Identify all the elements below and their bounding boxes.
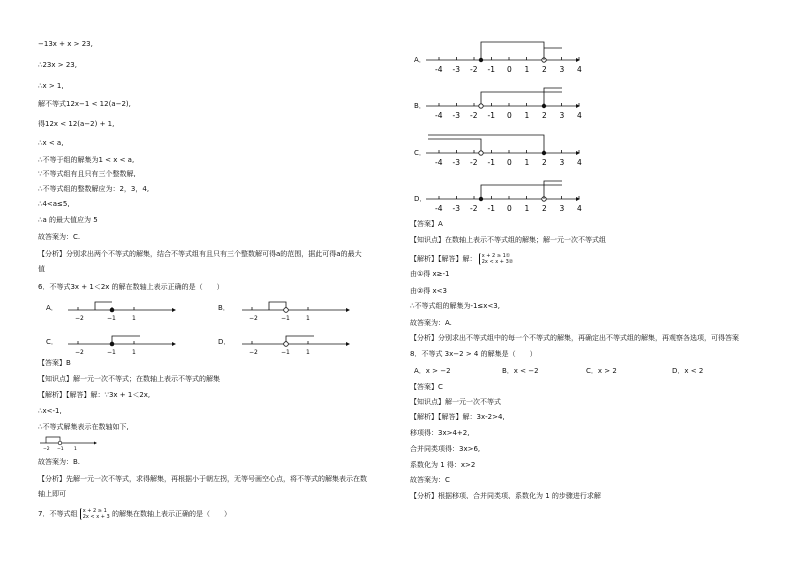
tick-label: −2: [43, 447, 50, 451]
q6-choice-a-label[interactable]: A．: [46, 304, 58, 312]
q6-choice-d-label[interactable]: D．: [218, 338, 231, 346]
tick-label: −1: [281, 315, 290, 322]
tick-label: 4: [577, 65, 582, 74]
tick-label: -4: [435, 158, 443, 167]
q7-choice-a-numberline: [424, 38, 584, 78]
q7-choice-b-label[interactable]: B．: [414, 102, 426, 110]
solution-line: 故答案为：B.: [38, 458, 81, 466]
tick-label: 1: [132, 315, 136, 322]
analysis-line: 【分析】分别求出两个不等式的解集，结合不等式组有且只有三个整数解可得a的范围，据此可得a的最大: [38, 250, 362, 258]
q6-choice-b-label[interactable]: B．: [218, 304, 230, 312]
q6-choice-c-label[interactable]: C．: [46, 338, 58, 346]
tick-label: 3: [559, 65, 565, 74]
tick-label: 0: [507, 111, 512, 120]
tick-label: 2: [542, 111, 547, 120]
q7-system: [80, 508, 110, 520]
solution-line: 得12x < 12(a−2) + 1,: [38, 120, 115, 128]
solution-line: 故答案为：A.: [410, 319, 452, 327]
solution-line: ∴不等式组的解集为-1≤x<3,: [410, 302, 500, 310]
tick-label: 4: [577, 158, 582, 167]
q7-choice-c-label[interactable]: C．: [414, 149, 426, 157]
tick-label: 2: [542, 65, 547, 74]
solution-line: 【解析】【解答】解：∵3x + 1＜2x,: [38, 391, 151, 399]
tick-label: -3: [452, 204, 460, 213]
solution-line: ∴不等式解集表示在数轴如下,: [38, 423, 129, 431]
tick-label: -4: [435, 111, 443, 120]
solution-line: ∴4<a≤5,: [38, 200, 70, 208]
solution-line: ∵不等式组有且只有三个整数解,: [38, 170, 136, 178]
solution-line: −13x + x > 23,: [38, 40, 93, 48]
tick-label: 1: [132, 349, 136, 356]
tick-label: 1: [524, 65, 530, 74]
analysis-line: 【分析】先解一元一次不等式，求得解集，再根据小于朝左拐，无等号画空心点，将不等式的解集表示在数: [38, 475, 367, 483]
question-7-stem: [38, 508, 231, 520]
tick-label: -3: [452, 65, 460, 74]
analysis-line: 【分析】分别求出不等式组中的每一个不等式的解集，再确定出不等式组的解集，再观察各选项，可得答案: [410, 334, 739, 342]
q7-choice-d-label[interactable]: D．: [414, 195, 427, 203]
tick-label: −1: [281, 349, 290, 356]
solution-line: 移项得：3x>4+2,: [410, 429, 470, 437]
tick-label: -3: [452, 158, 460, 167]
q8-choice-d[interactable]: D．x < 2: [672, 367, 704, 375]
solution-line: ∴x<-1,: [38, 407, 62, 415]
solution-line: ∴x > 1,: [38, 82, 64, 90]
q6-choice-b-numberline: [234, 296, 354, 322]
tick-label: -4: [435, 204, 443, 213]
tick-label: 2: [542, 158, 547, 167]
analysis-line: 值: [38, 265, 45, 273]
q7-stem-text: 7．不等式组: [38, 510, 78, 518]
analysis-line: 【分析】根据移项、合并同类项、系数化为 1 的步骤进行求解: [410, 492, 601, 500]
question-6-stem: 6．不等式3x + 1＜2x 的解在数轴上表示正确的是（ ）: [38, 283, 224, 291]
solution-line: ∴不等式组的整数解应为：2，3，4,: [38, 185, 150, 193]
q7-ineq-1: x + 2 ≥ 1: [82, 508, 107, 514]
answer-numberline: [38, 433, 98, 451]
tick-label: -2: [470, 204, 478, 213]
tick-label: -3: [452, 111, 460, 120]
question-8-stem: 8．不等式 3x−2 > 4 的解集是（ ）: [410, 350, 537, 358]
solution-intro: 【解析】【解答】解：: [410, 255, 477, 263]
q7-stem-tail: 的解集在数轴上表示正确的是（ ）: [111, 510, 231, 518]
tick-label: -2: [470, 111, 478, 120]
tick-label: −2: [75, 315, 84, 322]
tick-label: -1: [487, 65, 495, 74]
tick-label: -2: [470, 158, 478, 167]
tick-label: 1: [74, 447, 77, 451]
tick-label: 3: [559, 158, 565, 167]
q7-choice-d-numberline: [424, 177, 584, 217]
q7-choice-a-label[interactable]: A．: [414, 56, 426, 64]
tick-label: -4: [435, 65, 443, 74]
analysis-line: 轴上即可: [38, 490, 66, 498]
tick-label: −2: [75, 349, 84, 356]
tick-label: 1: [524, 111, 530, 120]
knowledge-point: 【知识点】在数轴上表示不等式组的解集；解一元一次不等式组: [410, 236, 606, 244]
solution-line: 系数化为 1 得：x>2: [410, 461, 476, 469]
tick-label: 0: [507, 204, 512, 213]
q8-choice-c[interactable]: C．x > 2: [586, 367, 617, 375]
tick-label: 1: [524, 158, 530, 167]
tick-label: -1: [487, 204, 495, 213]
tick-label: 0: [507, 65, 512, 74]
tick-label: 1: [306, 349, 310, 356]
tick-label: 4: [577, 111, 582, 120]
tick-label: −2: [249, 349, 258, 356]
knowledge-point: 【知识点】解一元一次不等式；在数轴上表示不等式的解集: [38, 375, 220, 383]
sys-ineq-2: 2x < x + 3②: [481, 259, 514, 265]
tick-label: 3: [559, 111, 565, 120]
solution-line: 由②得 x<3: [410, 287, 447, 295]
solution-line: 合并同类项得：3x>6,: [410, 445, 481, 453]
tick-label: 2: [542, 204, 547, 213]
q8-choice-b[interactable]: B．x < −2: [502, 367, 539, 375]
q6-choice-d-numberline: [234, 330, 354, 356]
q7-choice-b-numberline: [424, 84, 584, 124]
solution-line: 由①得 x≥-1: [410, 270, 450, 278]
solution-line: ∴a 的最大值应为 5: [38, 216, 98, 224]
solution-line: ∴23x > 23,: [38, 61, 77, 69]
tick-label: 0: [507, 158, 512, 167]
tick-label: 4: [577, 204, 582, 213]
tick-label: −1: [107, 315, 116, 322]
tick-label: −1: [57, 447, 64, 451]
solution-line: 解不等式12x−1 < 12(a−2),: [38, 100, 131, 108]
tick-label: -1: [487, 158, 495, 167]
tick-label: 1: [306, 315, 310, 322]
answer-line: 【答案】A: [410, 220, 443, 228]
answer-line: 【答案】B: [38, 359, 71, 367]
q6-choice-a-numberline: [60, 296, 180, 322]
tick-label: −2: [249, 315, 258, 322]
knowledge-point: 【知识点】解一元一次不等式: [410, 398, 501, 406]
q8-choice-a[interactable]: A．x > −2: [414, 367, 451, 375]
solution-line: ∴x < a,: [38, 139, 64, 147]
solution-line: ∴不等于组的解集为1 < x < a,: [38, 156, 135, 164]
solution-line: 故答案为：C: [410, 476, 450, 484]
tick-label: -1: [487, 111, 495, 120]
tick-label: −1: [107, 349, 116, 356]
tick-label: -2: [470, 65, 478, 74]
solution-system: [479, 253, 514, 265]
sys-ineq-1: x + 2 ≥ 1①: [481, 253, 511, 259]
solution-line: 【解析】【解答】解：3x-2>4,: [410, 413, 505, 421]
q7-ineq-2: 2x < x + 3: [82, 514, 110, 520]
q7-choice-c-numberline: [424, 131, 584, 171]
q6-choice-c-numberline: [60, 330, 180, 356]
tick-label: 3: [559, 204, 565, 213]
answer-line: 【答案】C: [410, 383, 443, 391]
tick-label: 1: [524, 204, 530, 213]
solution-line: [410, 253, 513, 265]
solution-line: 故答案为：C.: [38, 233, 81, 241]
